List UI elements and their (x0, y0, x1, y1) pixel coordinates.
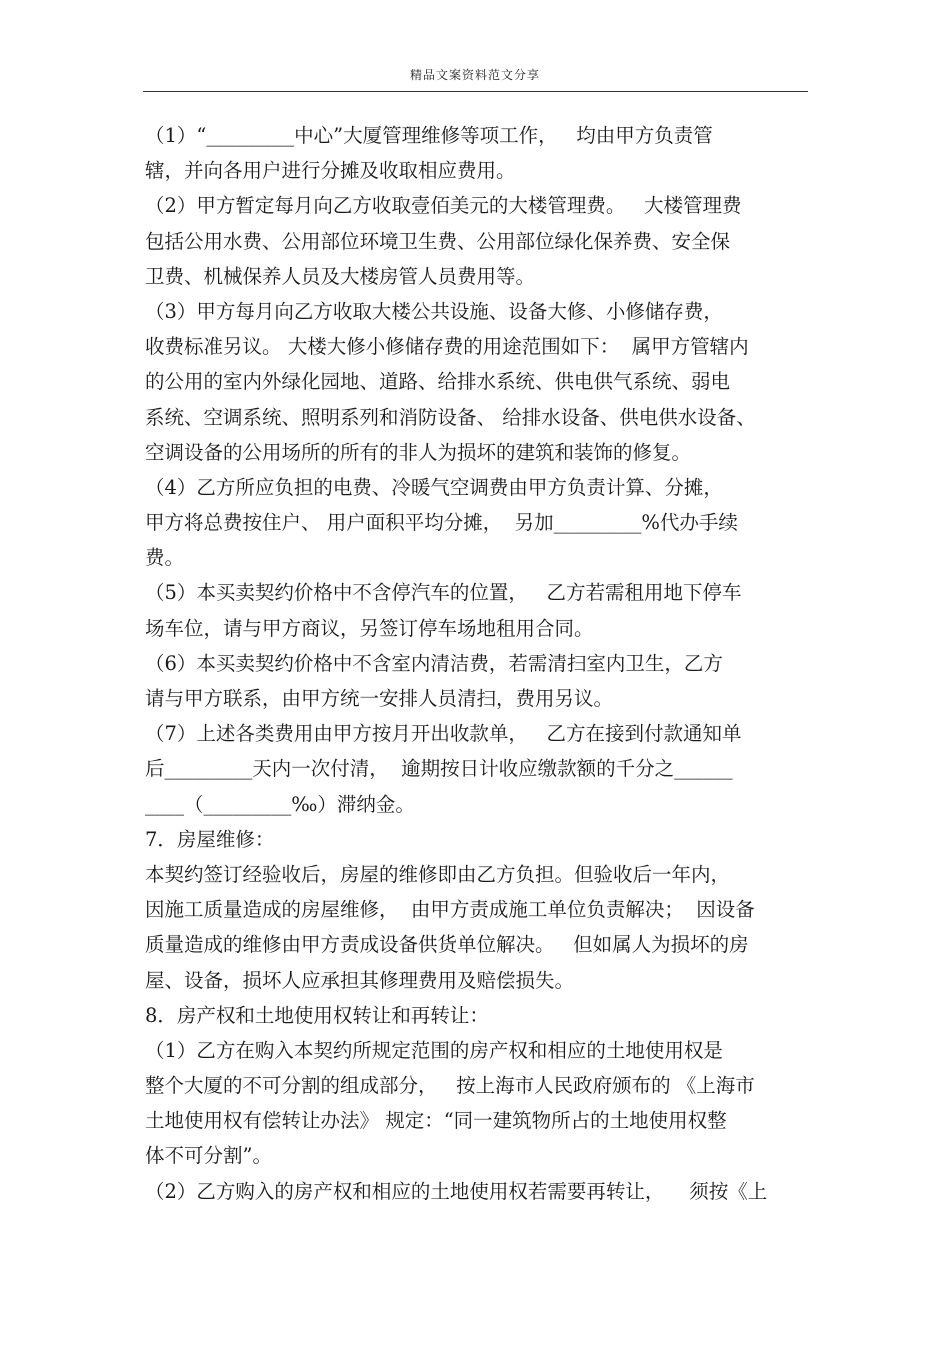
text-line: 包括公用水费、公用部位环境卫生费、公用部位绿化保养费、安全保 (145, 229, 731, 253)
text-line: 7．房屋维修： (145, 827, 275, 851)
text-line: （5）本买卖契约价格中不含停汽车的位置， 乙方若需租用地下停车 (145, 581, 742, 605)
text-line: 整个大厦的不可分割的组成部分， 按上海市人民政府颁布的 《上海市 (145, 1074, 755, 1098)
text-line: ____（_________‰）滞纳金。 (145, 792, 415, 816)
text-line: 场车位，请与甲方商议，另签订停车场地租用合同。 (145, 616, 594, 640)
text-line: 卫费、机械保养人员及大楼房管人员费用等。 (145, 264, 536, 288)
text-line: （7）上述各类费用由甲方按月开出收款单， 乙方在接到付款通知单 (145, 722, 742, 746)
text-line: 因施工质量造成的房屋维修， 由甲方责成施工单位负责解决； 因设备 (145, 898, 755, 922)
text-line: 甲方将总费按住户、 用户面积平均分摊， 另加_________%代办手续 (145, 511, 738, 535)
text-line: （1）“_________中心”大厦管理维修等项工作， 均由甲方负责管 (145, 124, 713, 147)
text-line: 空调设备的公用场所的所有的非人为损坏的建筑和装饰的修复。 (145, 440, 692, 464)
text-line: 本契约签订经验收后，房屋的维修即由乙方负担。但验收后一年内， (145, 862, 731, 886)
text-line: 收费标准另议。 大楼大修小修储存费的用途范围如下： 属甲方管辖内 (145, 335, 749, 359)
text-line: 的公用的室内外绿化园地、道路、给排水系统、供电供气系统、弱电 (145, 370, 731, 394)
text-line: 费。 (145, 546, 185, 570)
text-line: （6）本买卖契约价格中不含室内清洁费，若需清扫室内卫生，乙方 (145, 651, 723, 675)
text-line: （2）乙方购入的房产权和相应的土地使用权若需要再转让， 须按《上 (145, 1179, 768, 1203)
text-line: 系统、空调系统、照明系列和消防设备、 给排水设备、供电供水设备、 (145, 405, 756, 429)
text-line: 质量造成的维修由甲方责成设备供货单位解决。 但如属人为损坏的房 (145, 933, 749, 957)
text-line: 8．房产权和土地使用权转让和再转让： (145, 1003, 489, 1027)
text-line: 屋、设备，损坏人应承担其修理费用及赔偿损失。 (145, 968, 575, 992)
text-line: 请与甲方联系，由甲方统一安排人员清扫，费用另议。 (145, 687, 614, 710)
text-line: （2）甲方暂定每月向乙方收取壹佰美元的大楼管理费。 大楼管理费 (145, 194, 742, 218)
page-header-title: 精品文案资料范文分享 (409, 68, 540, 82)
text-line: 体不可分割”。 (145, 1144, 272, 1168)
text-line: 后_________天内一次付清， 逾期按日计收应缴款额的千分之______ (145, 757, 733, 781)
text-line: 辖，并向各用户进行分摊及收取相应费用。 (145, 159, 516, 183)
text-line: （1）乙方在购入本契约所规定范围的房产权和相应的土地使用权是 (145, 1038, 723, 1062)
header-divider (143, 91, 808, 92)
text-line: 土地使用权有偿转让办法》 规定：“同一建筑物所占的土地使用权整 (145, 1109, 727, 1133)
text-line: （4）乙方所应负担的电费、冷暖气空调费由甲方负责计算、分摊， (145, 475, 723, 499)
text-line: （3）甲方每月向乙方收取大楼公共设施、设备大修、小修储存费， (145, 299, 723, 323)
document-body (145, 118, 810, 1209)
